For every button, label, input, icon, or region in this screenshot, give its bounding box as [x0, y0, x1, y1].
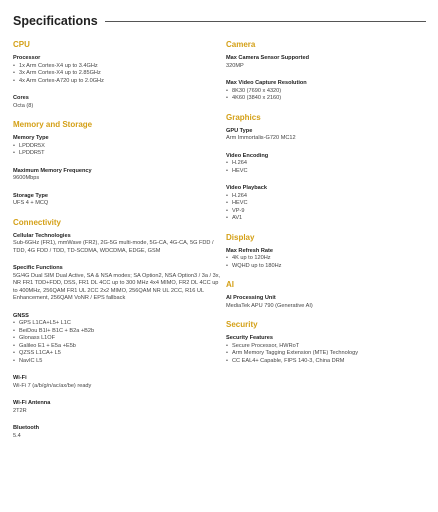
section-title-camera: Camera — [226, 40, 256, 49]
spec-security-features — [226, 335, 431, 365]
spec-list — [226, 88, 431, 103]
section-title-security: Security — [226, 320, 258, 329]
list-item: • HEVC — [226, 200, 431, 208]
list-item: • AV1 — [226, 215, 431, 223]
page-title: Specifications — [13, 14, 98, 28]
spec-ai-processing-unit — [226, 295, 431, 310]
section-title-ai: AI — [226, 280, 234, 289]
section-graphics — [226, 113, 431, 223]
spec-value: Octa (8) — [13, 102, 34, 109]
spec-video-capture — [226, 80, 431, 103]
spec-list — [226, 343, 431, 366]
spec-label: GNSS — [13, 312, 29, 319]
spec-video-encoding — [226, 153, 431, 176]
spec-bluetooth — [13, 425, 223, 440]
spec-camera-sensor — [226, 55, 431, 70]
section-security — [226, 320, 431, 365]
spec-label: Specific Functions — [13, 265, 63, 271]
spec-label: Max Camera Sensor Supported — [226, 55, 309, 61]
list-item: • Arm Memory Tagging Extension (MTE) Technology — [226, 350, 431, 358]
left-column — [13, 40, 223, 450]
spec-value: 9600Mbps — [13, 175, 40, 181]
spec-functions — [13, 265, 223, 303]
spec-list — [226, 255, 431, 270]
spec-memory-type — [13, 135, 223, 158]
list-item: • Secure Processor, HWRoT — [226, 343, 431, 351]
spec-list — [226, 160, 431, 175]
spec-label: Security Features — [226, 335, 273, 341]
spec-cores — [13, 95, 223, 110]
list-item: • GPS L1CA+L5+ L1C — [13, 320, 223, 328]
list-item: • 3x Arm Cortex-X4 up to 2.85GHz — [13, 70, 223, 78]
list-item: • 1x Arm Cortex-X4 up to 3.4GHz — [13, 63, 223, 71]
section-title-display: Display — [226, 232, 255, 242]
spec-list — [13, 320, 223, 365]
spec-label: Processor — [13, 55, 41, 61]
spec-processor — [13, 55, 223, 85]
spec-label: Video Playback — [226, 185, 267, 191]
section-title-connectivity: Connectivity — [13, 217, 62, 227]
spec-list — [226, 193, 431, 223]
page-header — [13, 13, 426, 29]
spec-value: 2T2R — [13, 407, 27, 414]
spec-list — [13, 143, 223, 158]
section-display — [226, 233, 431, 271]
spec-cellular — [13, 233, 223, 256]
spec-label: Max Refresh Rate — [226, 247, 273, 254]
list-item: • H.264 — [226, 193, 431, 201]
spec-memory-frequency — [13, 168, 223, 183]
list-item: • CC EAL4+ Capable, FIPS 140-3, China DRM — [226, 358, 431, 366]
list-item: • WQHD up to 180Hz — [226, 263, 431, 271]
spec-wifi — [13, 375, 223, 390]
spec-label: AI Processing Unit — [226, 295, 276, 301]
list-item: • 4K60 (3840 x 2160) — [226, 95, 431, 103]
spec-label: Bluetooth — [13, 425, 40, 431]
section-title-memory: Memory and Storage — [13, 120, 93, 129]
spec-gnss — [13, 313, 223, 366]
header-divider — [105, 21, 426, 22]
spec-value: MediaTek APU 790 (Generative AI) — [226, 302, 313, 309]
list-item: • Glonass L1OF — [13, 335, 223, 343]
list-item: • NavIC L5 — [13, 358, 223, 366]
list-item: • QZSS L1CA+ L5 — [13, 350, 223, 358]
spec-label: GPU Type — [226, 127, 253, 134]
spec-label: Video Encoding — [226, 152, 269, 159]
list-item: • H.264 — [226, 160, 431, 168]
spec-value: Sub-6GHz (FR1), mmWave (FR2), 2G-5G multi-mode, 5G-CA, 4G-CA, 5G FDD / TDD, 4G FDD / TDD, TD-SCDMA, WDCDMA, EDGE, GSM — [13, 240, 214, 254]
spec-value: Wi-Fi 7 (a/b/g/n/ac/ax/be) ready — [13, 382, 92, 389]
spec-video-playback — [226, 185, 431, 223]
list-item: • 8K30 (7690 x 4320) — [226, 88, 431, 96]
spec-list — [13, 63, 223, 86]
section-title-graphics: Graphics — [226, 112, 261, 122]
spec-label: Wi-Fi — [13, 375, 27, 381]
spec-value: 5.4 — [13, 432, 21, 439]
spec-label: Max Video Capture Resolution — [226, 80, 307, 86]
spec-label: Wi-Fi Antenna — [13, 400, 51, 406]
list-item: • 4x Arm Cortex-A720 up to 2.0GHz — [13, 78, 223, 86]
spec-label: Storage Type — [13, 192, 49, 199]
section-ai — [226, 280, 431, 310]
spec-value: UFS 4 + MCQ — [13, 200, 49, 206]
section-title-cpu: CPU — [13, 40, 30, 49]
section-memory — [13, 120, 223, 208]
list-item: • HEVC — [226, 168, 431, 176]
list-item: • Galileo E1 + E5a +E5b — [13, 343, 223, 351]
list-item: • LPDDR5X — [13, 143, 223, 151]
spec-value: 320MP — [226, 62, 244, 69]
spec-storage-type — [13, 193, 223, 208]
spec-refresh-rate — [226, 248, 431, 271]
section-cpu — [13, 40, 223, 110]
section-connectivity — [13, 218, 223, 441]
list-item: • BeiDou B1I+ B1C + B2a +B2b — [13, 328, 223, 336]
list-item: • LPDDR5T — [13, 150, 223, 158]
section-camera — [226, 40, 431, 103]
list-item: • 4K up to 120Hz — [226, 255, 431, 263]
spec-gpu-type — [226, 128, 431, 143]
spec-label: Cores — [13, 95, 29, 101]
right-column — [226, 40, 431, 375]
spec-value: 5G/4G Dual SIM Dual Active, SA & NSA modes; SA Option2, NSA Option3 / 3a / 3x, NR FR1 TDD+FDD, DSS, FR1 DL 4CC up to 300 MHz 4x4 MIMO, FR2 DL 4CC up to 400MHz, 256QAM FR1 UL 2CC 2x2 MIMO, 256QAM NR UL 2CC, R16 UL Enhancement, 256QAM VoNR / EPS fallback — [13, 272, 221, 301]
spec-label: Memory Type — [13, 135, 49, 141]
spec-label: Maximum Memory Frequency — [13, 167, 92, 174]
spec-wifi-antenna — [13, 400, 223, 415]
list-item: • VP-9 — [226, 208, 431, 216]
spec-label: Cellular Technologies — [13, 232, 71, 239]
spec-value: Arm Immortalis-G720 MC12 — [226, 135, 296, 141]
